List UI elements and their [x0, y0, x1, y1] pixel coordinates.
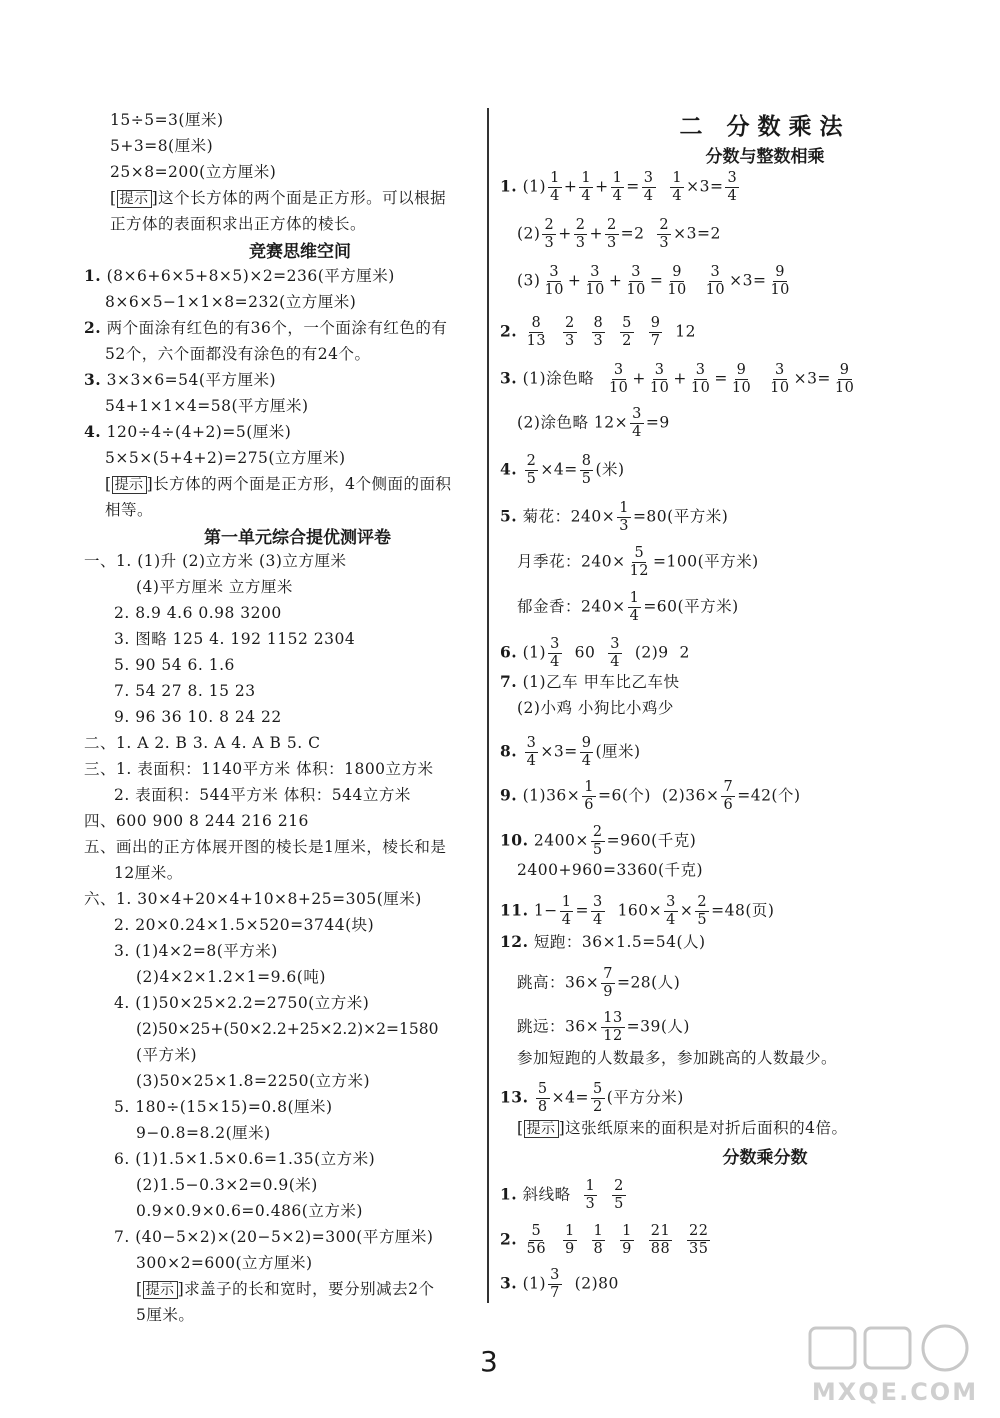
answer-line: 跳远：36× $\frac{13}{12}$ =39(人)	[517, 1010, 690, 1044]
answer-line: 0.9×0.9×0.6=0.486(立方米)	[136, 1202, 363, 1220]
section-title: 竞赛思维空间	[249, 242, 351, 262]
answer-line: (2)1.5−0.3×2=0.9(米)	[136, 1176, 318, 1194]
answer-line: 3. 3×3×6=54(平方厘米)	[84, 370, 276, 389]
answer-line: 12厘米。	[114, 864, 183, 882]
answer-line: 参加短跑的人数最多，参加跳高的人数最少。	[517, 1049, 838, 1067]
answer-line: 4. (1)50×25×2.2=2750(立方米)	[114, 994, 370, 1012]
tip-line: [ 提示 ]这张纸原来的面积是对折后面积的4倍。	[517, 1119, 848, 1137]
answer-line: 跳高：36× $\frac{7}{9}$ =28(人)	[517, 966, 681, 1000]
answer-line: 11. 1− $\frac{1}{4}$ = $\frac{3}{4}$ 160× $\frac{3}{4}$ × $\frac{2}{5}$ =48(页)	[500, 894, 775, 928]
answer-line: 9−0.8=8.2(厘米)	[136, 1124, 271, 1142]
answer-line: 4. 120÷4÷(4+2)=5(厘米)	[84, 422, 292, 441]
answer-line: 3. (1)4×2=8(平方米)	[114, 942, 278, 960]
answer-line: 5. 90 54 6. 1.6	[114, 656, 235, 674]
section-title: 第一单元综合提优测评卷	[204, 528, 391, 548]
answer-line: 1. (8×6+6×5+8×5)×2=236(平方厘米)	[84, 266, 395, 285]
answer-line: (平方米)	[136, 1046, 198, 1064]
answer-line: 3. 图略 125 4. 192 1152 2304	[114, 630, 356, 648]
answer-line: (2) $\frac{2}{3}$ + $\frac{2}{3}$ + $\frac{2}{3}$ =2 $\frac{2}{3}$ ×3=2	[517, 217, 721, 251]
answer-line: (2)小鸡 小狗比小鸡少	[517, 699, 674, 717]
answer-line: 8. $\frac{3}{4}$ ×3= $\frac{9}{4}$ (厘米)	[500, 735, 641, 769]
answer-line: (2)涂色略 12× $\frac{3}{4}$ =9	[517, 406, 670, 440]
answer-line: (3) $\frac{3}{10}$ + $\frac{3}{10}$ + $\frac{3}{10}$ = $\frac{9}{10}$ $\frac{3}{10}$ ×3= $\frac{9}{10}$	[517, 264, 790, 298]
answer-line: 8×6×5−1×1×8=232(立方厘米)	[105, 293, 357, 311]
answer-line: 2. $\frac{5}{56}$ $\frac{1}{9}$ $\frac{1}{8}$ $\frac{1}{9}$ $\frac{21}{88}$ $\frac{22}{35}$	[500, 1223, 709, 1257]
calc-line: 25×8=200(立方厘米)	[110, 163, 277, 181]
answer-line: 300×2=600(立方厘米)	[136, 1254, 313, 1272]
section-title: 分数与整数相乘	[705, 147, 825, 167]
section-title: 分数乘分数	[722, 1148, 808, 1168]
answer-line: 一、1. (1)升 (2)立方米 (3)立方厘米	[84, 552, 347, 570]
answer-line: 12. 短跑：36×1.5=54(人)	[500, 932, 706, 951]
answer-line: (3)50×25×1.8=2250(立方米)	[136, 1072, 371, 1090]
answer-line: 四、600 900 8 244 216 216	[84, 812, 309, 830]
answer-line: 6. (1)1.5×1.5×0.6=1.35(立方米)	[114, 1150, 376, 1168]
answer-line: 3. (1)涂色略 $\frac{3}{10}$ + $\frac{3}{10}$ + $\frac{3}{10}$ = $\frac{9}{10}$ $\frac{3}{10}$ ×3= $\frac{9}{10}$	[500, 362, 855, 396]
tip-line: 相等。	[105, 501, 154, 519]
answer-line: 9. 96 36 10. 8 24 22	[114, 708, 282, 726]
answer-line: 7. (40−5×2)×(20−5×2)=300(平方厘米)	[114, 1228, 434, 1246]
answer-line: 5×5×(5+4+2)=275(立方厘米)	[105, 449, 346, 467]
answer-line: 六、1. 30×4+20×4+10×8+25=305(厘米)	[84, 890, 422, 908]
answer-line: 三、1. 表面积：1140平方米 体积：1800立方米	[84, 760, 434, 778]
answer-line: 2. $\frac{8}{13}$ $\frac{2}{3}$ $\frac{8}{3}$ $\frac{5}{2}$ $\frac{9}{7}$ 12	[500, 315, 697, 349]
answer-line: 1. (1) $\frac{1}{4}$ + $\frac{1}{4}$ + $\frac{1}{4}$ = $\frac{3}{4}$ $\frac{1}{4}$ ×3= $\frac{3}{4}$	[500, 170, 738, 204]
tip-line: [ 提示 ]这个长方体的两个面是正方形。可以根据	[110, 189, 447, 207]
tip-line: 正方体的表面积求出正方体的棱长。	[110, 215, 367, 233]
answer-line: 7. 54 27 8. 15 23	[114, 682, 256, 700]
answer-line: 4. $\frac{2}{5}$ ×4= $\frac{8}{5}$ (米)	[500, 453, 625, 487]
column-divider	[487, 108, 489, 1303]
chapter-title: 二 分数乘法	[679, 114, 851, 140]
answer-line: 5. 180÷(15×15)=0.8(厘米)	[114, 1098, 333, 1116]
answer-line: 2. 表面积：544平方米 体积：544立方米	[114, 786, 411, 804]
tip-line: [ 提示 ]长方体的两个面是正方形，4个侧面的面积	[105, 475, 452, 493]
answer-line: 1. 斜线略 $\frac{1}{3}$ $\frac{2}{5}$	[500, 1178, 624, 1212]
calc-line: 15÷5=3(厘米)	[110, 111, 224, 129]
svg-text:MXQE.COM: MXQE.COM	[811, 1378, 979, 1406]
tip-label: 提示	[117, 190, 152, 208]
answer-line: 52个，六个面都没有涂色的有24个。	[105, 345, 371, 363]
answer-line: 54+1×1×4=58(平方厘米)	[105, 397, 309, 415]
page-number: 3	[480, 1345, 498, 1378]
watermark-logo	[800, 1320, 990, 1410]
answer-line: (2)50×25+(50×2.2+25×2.2)×2=1580	[136, 1020, 439, 1038]
answer-line: (4)平方厘米 立方厘米	[136, 578, 293, 596]
answer-line: 9. (1)36× $\frac{1}{6}$ =6(个) (2)36× $\frac{7}{6}$ =42(个)	[500, 779, 801, 813]
answer-line: 10. 2400× $\frac{2}{5}$ =960(千克)	[500, 824, 697, 858]
answer-line: (2)4×2×1.2×1=9.6(吨)	[136, 968, 326, 986]
answer-line: 2. 20×0.24×1.5×520=3744(块)	[114, 916, 375, 934]
answer-line: 2400+960=3360(千克)	[517, 861, 704, 879]
answer-line: 6. (1) $\frac{3}{4}$ 60 $\frac{3}{4}$ (2)9 2	[500, 636, 690, 670]
tip-line: [ 提示 ]求盖子的长和宽时，要分别减去2个	[136, 1280, 435, 1298]
answer-line: 郁金香：240× $\frac{1}{4}$ =60(平方米)	[517, 590, 739, 624]
answer-line: 13. $\frac{5}{8}$ ×4= $\frac{5}{2}$ (平方分米)	[500, 1081, 684, 1115]
answer-line: 月季花：240× $\frac{5}{12}$ =100(平方米)	[517, 545, 759, 579]
answer-line: 2. 两个面涂有红色的有36个，一个面涂有红色的有	[84, 318, 448, 337]
answer-line: 5. 菊花：240× $\frac{1}{3}$ =80(平方米)	[500, 500, 729, 534]
answer-line: 2. 8.9 4.6 0.98 3200	[114, 604, 282, 622]
calc-line: 5+3=8(厘米)	[110, 137, 214, 155]
answer-line: 二、1. A 2. B 3. A 4. A B 5. C	[84, 734, 321, 752]
answer-line: 五、画出的正方体展开图的棱长是1厘米，棱长和是	[84, 838, 447, 856]
answer-line: 3. (1) $\frac{3}{7}$ (2)80	[500, 1267, 619, 1301]
answer-line: 7. (1)乙车 甲车比乙车快	[500, 672, 680, 691]
tip-line: 5厘米。	[136, 1306, 195, 1324]
